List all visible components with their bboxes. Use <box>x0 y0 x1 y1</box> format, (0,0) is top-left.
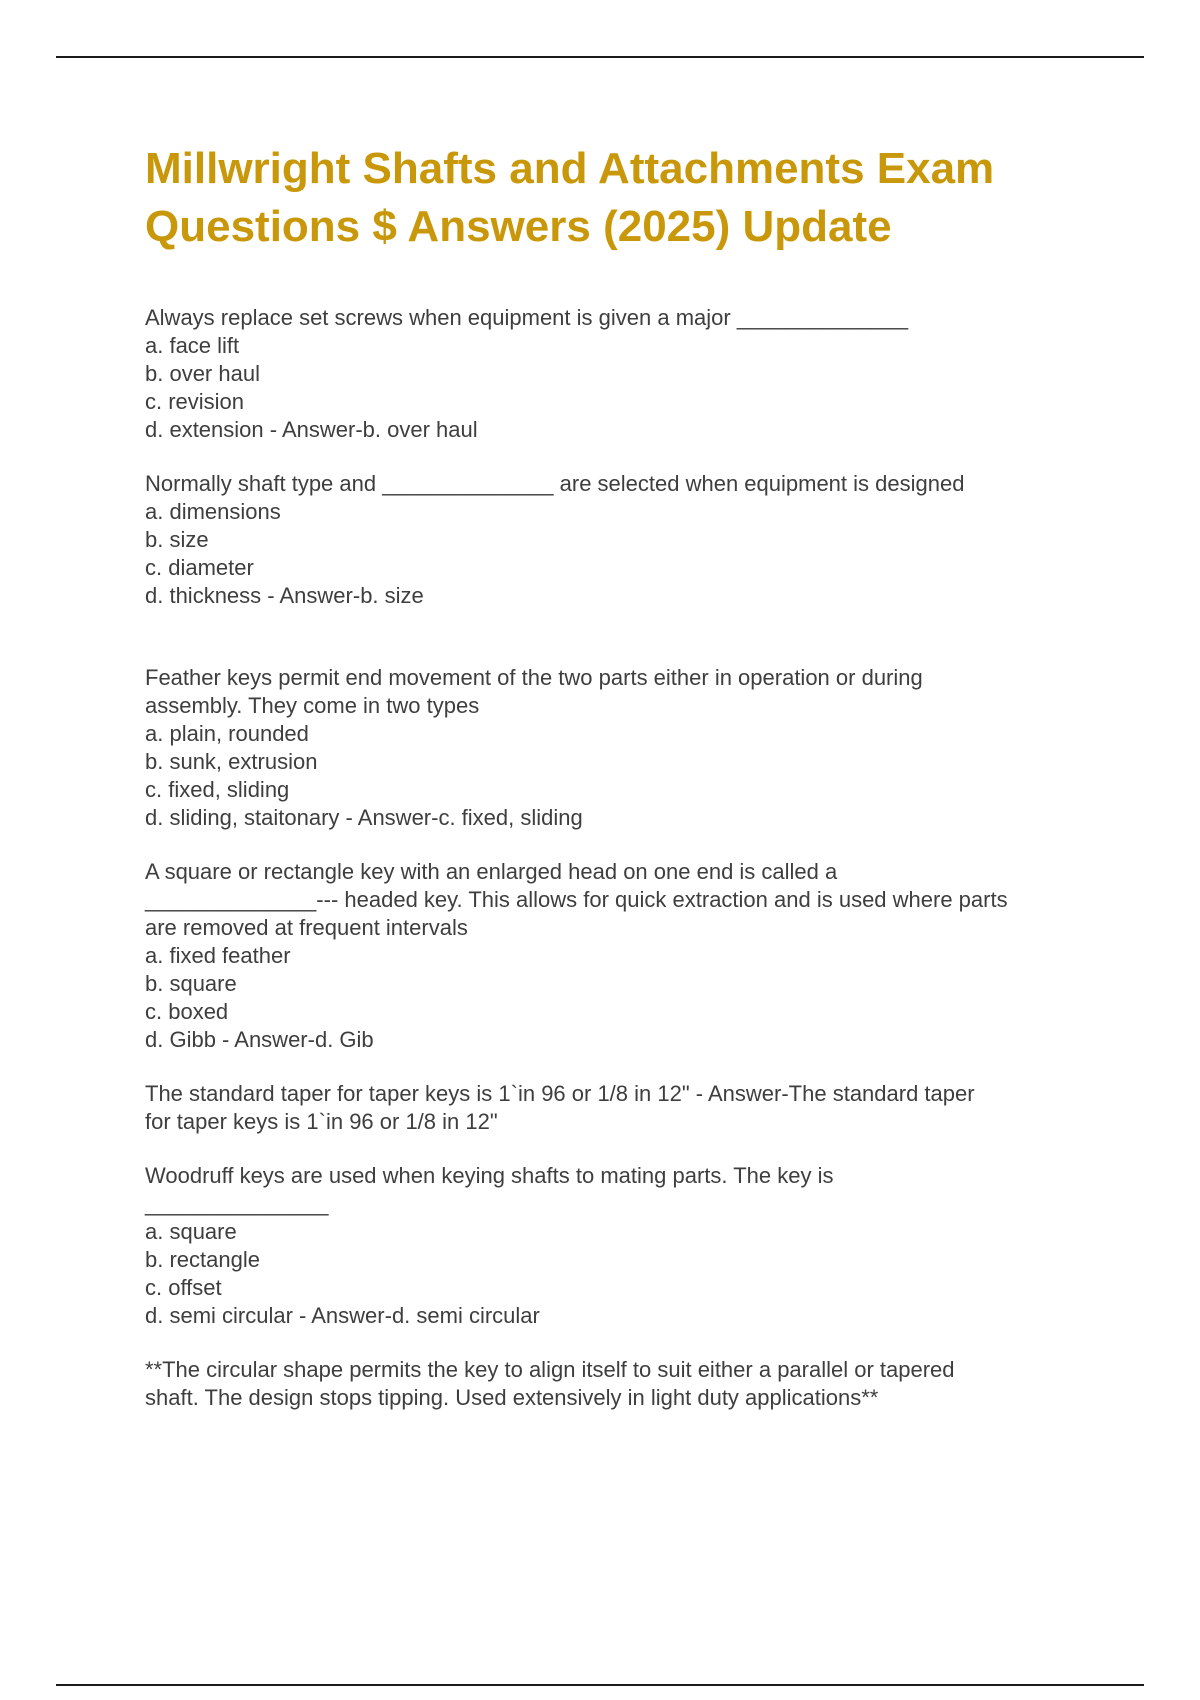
answer-option-a: a. plain, rounded <box>145 721 309 746</box>
answer-option-c: c. revision <box>145 389 245 414</box>
question-block-6 <box>145 1162 1105 1330</box>
answer-option-c: c. boxed <box>145 999 229 1024</box>
note-line-2: shaft. The design stops tipping. Used extensively in light duty applications** <box>145 1385 879 1410</box>
question-block-3 <box>145 664 1105 832</box>
answer-option-a: a. face lift <box>145 333 240 358</box>
answer-option-d: d. sliding, staitonary - Answer-c. fixed, sliding <box>145 805 583 830</box>
answer-option-c: c. offset <box>145 1275 222 1300</box>
title-line-1: Millwright Shafts and Attachments Exam <box>145 144 995 193</box>
question-list <box>145 304 1105 1412</box>
answer-option-d: d. Gibb - Answer-d. Gib <box>145 1027 374 1052</box>
answer-option-b: b. sunk, extrusion <box>145 749 318 774</box>
question-block-5 <box>145 1080 1105 1136</box>
answer-option-d: d. semi circular - Answer-d. semi circular <box>145 1303 540 1328</box>
answer-option-c: c. fixed, sliding <box>145 777 290 802</box>
answer-option-a: a. fixed feather <box>145 943 291 968</box>
title-line-2: Questions $ Answers (2025) Update <box>145 202 892 251</box>
question-stem-line-2: _______________ <box>145 1191 329 1216</box>
answer-option-c: c. diameter <box>145 555 254 580</box>
question-stem-line-1: The standard taper for taper keys is 1`in 96 or 1/8 in 12" - Answer-The standard taper <box>145 1081 975 1106</box>
answer-option-b: b. rectangle <box>145 1247 260 1272</box>
header-rule <box>56 56 1144 58</box>
question-stem-line-1: A square or rectangle key with an enlarged head on one end is called a <box>145 859 838 884</box>
answer-option-d: d. extension - Answer-b. over haul <box>145 417 478 442</box>
question-stem-line-2: for taper keys is 1`in 96 or 1/8 in 12" <box>145 1109 498 1134</box>
question-block-1 <box>145 304 1105 444</box>
answer-option-b: b. size <box>145 527 209 552</box>
answer-option-b: b. over haul <box>145 361 260 386</box>
question-stem-line-1: Feather keys permit end movement of the two parts either in operation or during <box>145 665 923 690</box>
answer-option-a: a. dimensions <box>145 499 281 524</box>
question-stem-line-2: assembly. They come in two types <box>145 693 480 718</box>
document-body <box>145 140 1105 1412</box>
document-title <box>145 140 1105 256</box>
explanatory-note <box>145 1356 1105 1412</box>
question-stem-line-1: Woodruff keys are used when keying shafts to mating parts. The key is <box>145 1163 834 1188</box>
note-line-1: **The circular shape permits the key to align itself to suit either a parallel or tapered <box>145 1357 955 1382</box>
question-block-2 <box>145 470 1105 610</box>
answer-option-a: a. square <box>145 1219 237 1244</box>
question-stem: Always replace set screws when equipment is given a major ______________ <box>145 305 909 330</box>
question-stem-line-2: ______________--- headed key. This allows for quick extraction and is used where parts <box>145 887 1008 912</box>
answer-option-b: b. square <box>145 971 237 996</box>
answer-option-d: d. thickness - Answer-b. size <box>145 583 424 608</box>
question-block-4 <box>145 858 1105 1054</box>
footer-rule <box>56 1684 1144 1686</box>
question-stem-line-3: are removed at frequent intervals <box>145 915 468 940</box>
question-stem: Normally shaft type and ______________ are selected when equipment is designed <box>145 471 965 496</box>
